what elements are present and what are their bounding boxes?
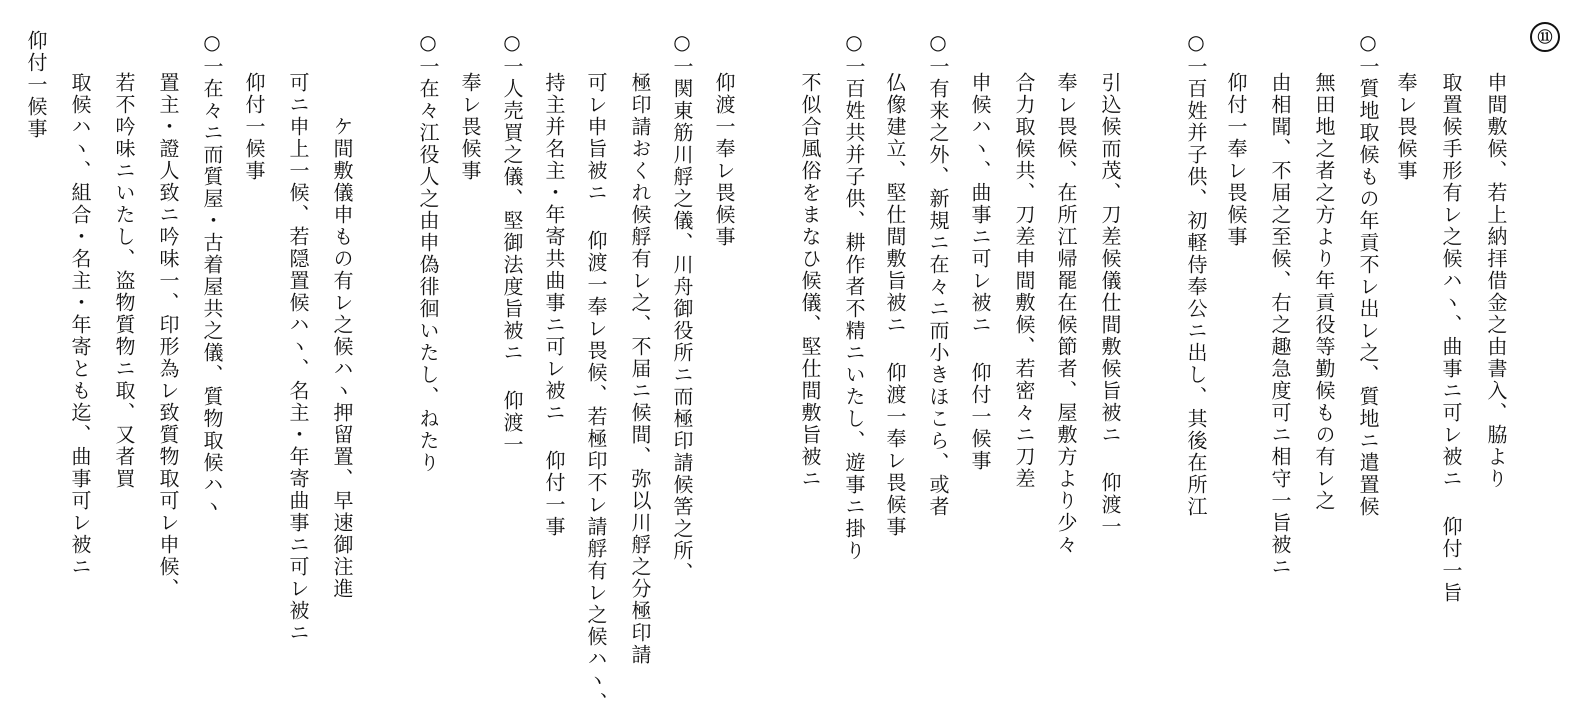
text-column: ○一在々江役人之由申偽徘徊いたし、ねたり <box>416 30 440 474</box>
text-column: ○一百姓并子供、初軽侍奉公ニ出し、其後在所江 <box>1184 30 1208 518</box>
text-column: ○一百姓共并子供、耕作者不精ニいたし、遊事ニ掛り <box>842 30 866 562</box>
text-column: 取置候手形有レ之候ハヽ、曲事ニ可レ被ニ 仰付一旨 <box>1439 72 1463 604</box>
text-column: ○一関東筋川艀之儀、川舟御役所ニ而極印請候筈之所、 <box>670 30 694 584</box>
text-column: ○一人売買之儀、堅御法度旨被ニ 仰渡一 <box>500 30 524 456</box>
text-column: 不似合風俗をまなひ候儀、堅仕間敷旨被ニ <box>798 72 822 490</box>
text-column: 仰付一候事 <box>242 72 266 182</box>
text-column: ○一在々ニ而質屋・古着屋共之儀、質物取候ハヽ <box>200 30 224 518</box>
text-column: 取候ハヽ、組合・名主・年寄とも迄、曲事可レ被ニ <box>68 72 92 578</box>
text-column: 奉レ畏候、在所江帰罷在候節者、屋敷方より少々 <box>1054 72 1078 556</box>
text-column: ケ間敷儀申もの有レ之候ハヽ押留置、早速御注進 <box>330 116 354 600</box>
text-column: 奉レ畏候事 <box>1394 72 1418 182</box>
text-column: 申間敷候、若上納拝借金之由書入、脇より <box>1484 72 1508 490</box>
text-column: 合力取候共、刀差申間敷候、若密々ニ刀差 <box>1012 72 1036 490</box>
text-column: 極印請おくれ候艀有レ之、不届ニ候間、弥以川艀之分極印請 <box>628 72 652 666</box>
text-column: 無田地之者之方より年貢役等勤候もの有レ之 <box>1312 72 1336 512</box>
text-column: 置主・證人致ニ吟味一、印形為レ致質物取可レ申候、 <box>156 72 180 600</box>
text-column: ○一有来之外、新規ニ在々ニ而小きほこら、或者 <box>926 30 950 518</box>
text-column: 可ニ申上一候、若隠置候ハヽ、名主・年寄曲事ニ可レ被ニ <box>286 72 310 644</box>
text-column: 仏像建立、堅仕間敷旨被ニ 仰渡一奉レ畏候事 <box>883 72 907 538</box>
text-column: 奉レ畏候事 <box>458 72 482 182</box>
text-column: ○一質地取候もの年貢不レ出レ之、質地ニ遣置候 <box>1356 30 1380 518</box>
text-column: 申候ハヽ、曲事ニ可レ被ニ 仰付一候事 <box>968 72 992 472</box>
text-column: 若不吟味ニいたし、盗物質物ニ取、又者買 <box>112 72 136 490</box>
text-column: 仰渡一奉レ畏候事 <box>712 72 736 248</box>
text-column: 由相聞、不届之至候、右之趣急度可ニ相守一旨被ニ <box>1268 72 1292 578</box>
text-column: 仰付一奉レ畏候事 <box>1224 72 1248 248</box>
text-column: 持主并名主・年寄共曲事ニ可レ被ニ 仰付一事 <box>542 72 566 538</box>
text-column: 引込候而茂、刀差候儀仕間敷候旨被ニ 仰渡一 <box>1098 72 1122 538</box>
text-column: 可レ申旨被ニ 仰渡一奉レ畏候、若極印不レ請艀有レ之候ハヽ、 <box>584 72 608 714</box>
page-number: ⑪ <box>1530 22 1560 52</box>
text-column: 仰付一候事 <box>24 30 48 140</box>
